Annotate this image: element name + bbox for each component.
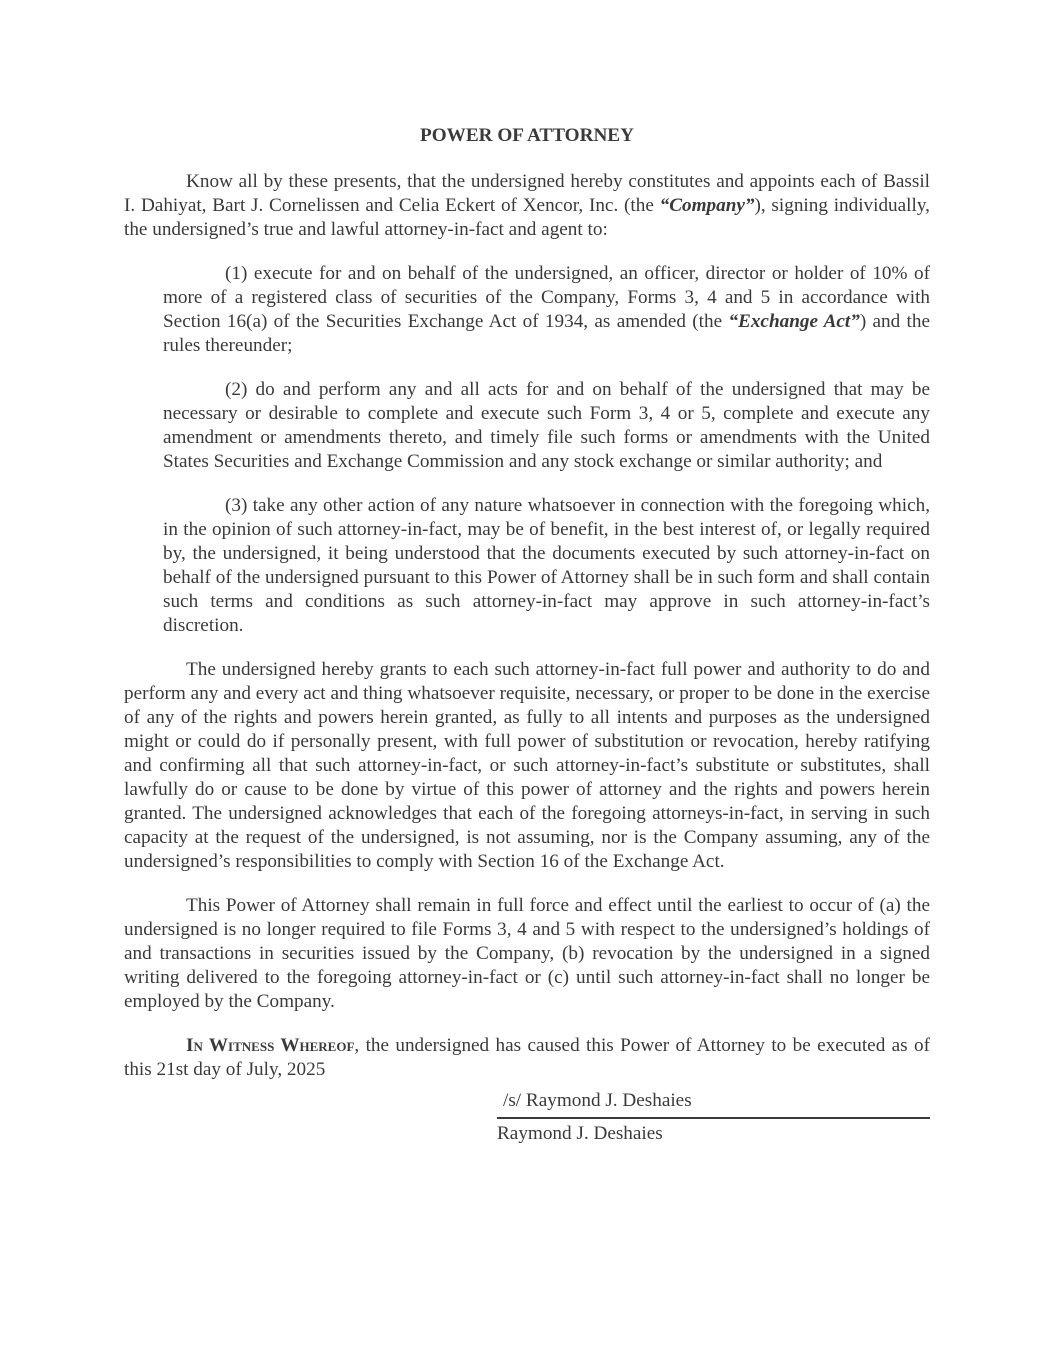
grant-paragraph: The undersigned hereby grants to each such attorney-in-fact full power and authority to do and perform any and every act and thing whatsoever requisite, necessary, or proper to be done in the exercise of any of the rights and powers herein granted, as fully to all intents and purposes as the undersigned might or could do if personally present, with full power of substitution or revocation, hereby ratifying and confirming all that such attorney-in-fact, or such attorney-in-fact’s substitute or substitutes, shall lawfully do or cause to be done by virtue of this power of attorney and the rights and powers herein granted. The undersigned acknowledges that each of the foregoing attorneys-in-fact, in serving in such capacity at the request of the undersigned, is not assuming, nor is the Company assuming, any of the undersigned’s responsibilities to comply with Section 16 of the Exchange Act. <box>124 659 930 872</box>
authority-item-2: (2) do and perform any and all acts for and on behalf of the undersigned that may be necessary or desirable to complete and execute such Form 3, 4 or 5, complete and execute any amendment or amendments thereto, and timely file such forms or amendments with the United States Securities and Exchange Commission and any stock exchange or similar authority; and <box>163 379 930 472</box>
document-page <box>124 124 930 1146</box>
signature-line: /s/ Raymond J. Deshaies <box>503 1090 692 1111</box>
term-paragraph: This Power of Attorney shall remain in full force and effect until the earliest to occur of (a) the undersigned is no longer required to file Forms 3, 4 and 5 with respect to the undersigned’s holdings of and transactions in securities issued by the Company, (b) revocation by the undersigned in a signed writing delivered to the foregoing attorney-in-fact or (c) until such attorney-in-fact shall no longer be employed by the Company. <box>124 895 930 1012</box>
item-1-text-start: (1) execute for and on behalf of the undersigned, an officer, director or holder of 10% of more of a registered class of securities of the Company, Forms 3, 4 and 5 in accordance with Section 16(a) of the Securities Exchange Act of 1934, as amended (the <box>163 263 930 332</box>
intro-text-end: ), signing individually, the undersigned’s true and lawful attorney-in-fact and agent to: <box>124 195 930 240</box>
witness-lead: In Witness Whereof <box>186 1035 355 1056</box>
signatory-name: Raymond J. Deshaies <box>497 1123 663 1144</box>
authority-item-1 <box>163 262 930 358</box>
signature-block <box>497 1089 930 1146</box>
exchange-act-defined-term: “Exchange Act” <box>728 311 860 332</box>
company-defined-term: “Company” <box>659 195 755 216</box>
witness-text: , the undersigned has caused this Power of Attorney to be executed as of this 21st day of July, 2025 <box>124 1035 930 1080</box>
witness-paragraph <box>124 1034 930 1082</box>
intro-text-start: Know all by these presents, that the undersigned hereby constitutes and appoints each of Bassil I. Dahiyat, Bart J. Cornelissen and Celia Eckert of Xencor, Inc. (the <box>124 171 930 216</box>
signature-rule <box>497 1117 930 1119</box>
intro-paragraph <box>124 170 930 242</box>
item-1-text-end: ) and the rules thereunder; <box>163 311 930 356</box>
authority-item-3: (3) take any other action of any nature whatsoever in connection with the foregoing which, in the opinion of such attorney-in-fact, may be of benefit, in the best interest of, or legally required by, the undersigned, it being understood that the documents executed by such attorney-in-fact on behalf of the undersigned pursuant to this Power of Attorney shall be in such form and shall contain such terms and conditions as such attorney-in-fact may approve in such attorney-in-fact’s discretion. <box>163 495 930 636</box>
document-title: POWER OF ATTORNEY <box>420 125 634 146</box>
